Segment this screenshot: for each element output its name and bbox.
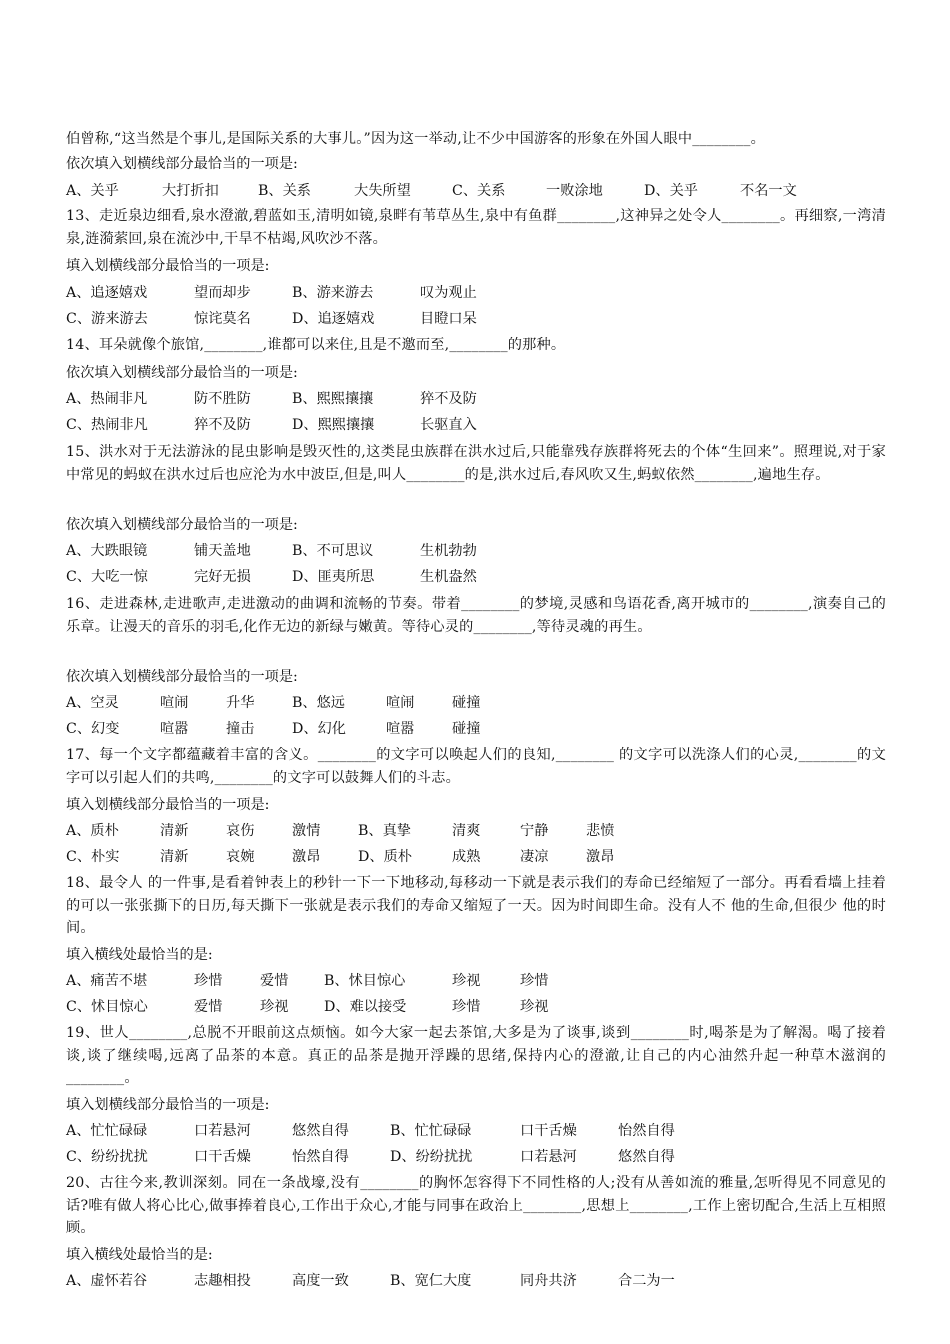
q15-option-a: A、大跌眼镜: [66, 543, 148, 559]
q16-option-d: D、幻化: [292, 721, 346, 737]
q13-prompt: 填入划横线部分最恰当的一项是:: [66, 258, 270, 274]
q18-option-a-word2: 爱惜: [260, 973, 289, 989]
q19-text: 19、世人________,总脱不开眼前这点烦恼。如今大家一起去茶馆,大多是为了谈事,谈到________时,喝茶是为了解渴。喝了接着谈,谈了继续喝,远离了品茶的本意。真正的品茶是抛开浮躁的思绪,保持内心的澄澈,让自己的内心油然升起一种草木滋润的________。: [66, 1025, 886, 1086]
q16-option-b-word1: 喧闹: [386, 695, 415, 711]
q13-option-b: B、游来游去: [292, 285, 374, 301]
q15-option-d-word: 生机盎然: [420, 569, 477, 585]
q19-option-b-word1: 口干舌燥: [520, 1123, 577, 1139]
q17-option-c-word2: 哀婉: [226, 849, 255, 865]
q17-option-a: A、质朴: [66, 823, 119, 839]
q16-option-a: A、空灵: [66, 695, 119, 711]
q17-option-a-word3: 激情: [292, 823, 321, 839]
q16-option-c: C、幻变: [66, 721, 120, 737]
q18-option-c: C、怵目惊心: [66, 999, 148, 1015]
q18-option-a-word1: 珍惜: [194, 973, 223, 989]
q17-option-c-word3: 激昂: [292, 849, 321, 865]
q19-option-d-word2: 悠然自得: [618, 1149, 675, 1165]
q16-option-b-word2: 碰撞: [452, 695, 481, 711]
q19-prompt: 填入划横线部分最恰当的一项是:: [66, 1097, 270, 1113]
q14-option-b-word: 猝不及防: [420, 391, 477, 407]
q18-option-b-word1: 珍视: [452, 973, 481, 989]
q13-option-a-word: 望而却步: [194, 285, 251, 301]
q14-option-a: A、热闹非凡: [66, 391, 148, 407]
q12-option-a-word: 大打折扣: [162, 183, 219, 199]
q12-prompt: 依次填入划横线部分最恰当的一项是:: [66, 156, 298, 172]
q13-option-c-word: 惊诧莫名: [194, 311, 251, 327]
q19-option-b-word2: 怡然自得: [618, 1123, 675, 1139]
q15-prompt: 依次填入划横线部分最恰当的一项是:: [66, 517, 298, 533]
q13-option-d: D、追逐嬉戏: [292, 311, 375, 327]
q17-option-d: D、质朴: [358, 849, 412, 865]
q17-option-d-word3: 激昂: [586, 849, 615, 865]
q14-option-c-word: 猝不及防: [194, 417, 251, 433]
q13-option-b-word: 叹为观止: [420, 285, 477, 301]
q15-text: 15、洪水对于无法游泳的昆虫影响是毁灭性的,这类昆虫族群在洪水过后,只能靠残存族群将死去的个体“生回来”。照理说,对于家中常见的蚂蚁在洪水过后也应沦为水中波臣,但是,叫人________的是,洪水过后,春风吹又生,蚂蚁依然________,遍地生存。: [66, 444, 886, 483]
q16-option-c-word1: 喧嚣: [160, 721, 189, 737]
q19-option-c: C、纷纷扰扰: [66, 1149, 148, 1165]
q14-option-d-word: 长驱直入: [420, 417, 477, 433]
q19-option-d-word1: 口若悬河: [520, 1149, 577, 1165]
q12-option-c: C、关系: [452, 183, 506, 199]
q13-text: 13、走近泉边细看,泉水澄澈,碧蓝如玉,清明如镜,泉畔有苇草丛生,泉中有鱼群________,这神异之处令人________。再细察,一湾清泉,涟漪萦回,泉在流沙中,干旱不枯竭,风吹沙不落。: [66, 208, 886, 247]
q18-option-b-word2: 珍惜: [520, 973, 549, 989]
q20-option-b: B、宽仁大度: [390, 1273, 472, 1289]
q19-option-c-word2: 怡然自得: [292, 1149, 349, 1165]
q16-prompt: 依次填入划横线部分最恰当的一项是:: [66, 669, 298, 685]
q18-option-a: A、痛苦不堪: [66, 973, 148, 989]
q16-option-d-word2: 碰撞: [452, 721, 481, 737]
q16-text: 16、走进森林,走进歌声,走进激动的曲调和流畅的节奏。带着________的梦境,灵感和鸟语花香,离开城市的________,演奏自己的乐章。让漫天的音乐的羽毛,化作无边的新绿与嫩黄。等待心灵的________,等待灵魂的再生。: [66, 596, 886, 635]
q20-option-a: A、虚怀若谷: [66, 1273, 148, 1289]
q19-option-a-word2: 悠然自得: [292, 1123, 349, 1139]
q18-option-d-word2: 珍视: [520, 999, 549, 1015]
q16-option-a-word1: 喧闹: [160, 695, 189, 711]
q16-option-d-word1: 喧嚣: [386, 721, 415, 737]
q20-option-a-word1: 志趣相投: [194, 1273, 251, 1289]
q20-option-a-word2: 高度一致: [292, 1273, 349, 1289]
q15-option-c: C、大吃一惊: [66, 569, 148, 585]
q17-option-d-word2: 凄凉: [520, 849, 549, 865]
q18-option-b: B、怵目惊心: [324, 973, 406, 989]
q14-option-d: D、熙熙攘攘: [292, 417, 375, 433]
q17-option-b-word2: 宁静: [520, 823, 549, 839]
q19-option-a-word1: 口若悬河: [194, 1123, 251, 1139]
q16-option-b: B、悠远: [292, 695, 345, 711]
q18-option-c-word1: 爱惜: [194, 999, 223, 1015]
q16-option-a-word2: 升华: [226, 695, 255, 711]
q14-text: 14、耳朵就像个旅馆,________,谁都可以来住,且是不邀而至,________的那种。: [66, 337, 566, 353]
q19-option-d: D、纷纷扰扰: [390, 1149, 473, 1165]
q17-option-b-word1: 清爽: [452, 823, 481, 839]
q13-option-d-word: 目瞪口呆: [420, 311, 477, 327]
q15-option-a-word: 铺天盖地: [194, 543, 251, 559]
q17-text: 17、每一个文字都蕴藏着丰富的含义。________的文字可以唤起人们的良知,________ 的文字可以洗涤人们的心灵,________的文字可以引起人们的共鸣,________的文字可以鼓舞人们的斗志。: [66, 747, 886, 786]
q17-prompt: 填入划横线部分最恰当的一项是:: [66, 797, 270, 813]
q13-option-a: A、追逐嬉戏: [66, 285, 148, 301]
q17-option-a-word1: 清新: [160, 823, 189, 839]
q20-option-b-word1: 同舟共济: [520, 1273, 577, 1289]
q19-option-c-word1: 口干舌燥: [194, 1149, 251, 1165]
q17-option-d-word1: 成熟: [452, 849, 481, 865]
q19-option-a: A、忙忙碌碌: [66, 1123, 148, 1139]
q18-option-d: D、难以接受: [324, 999, 407, 1015]
q14-prompt: 依次填入划横线部分最恰当的一项是:: [66, 365, 298, 381]
q18-prompt: 填入横线处最恰当的是:: [66, 947, 213, 963]
q14-option-b: B、熙熙攘攘: [292, 391, 374, 407]
q12-option-c-word: 一败涂地: [546, 183, 603, 199]
q17-option-a-word2: 哀伤: [226, 823, 255, 839]
q12-option-d: D、关乎: [644, 183, 698, 199]
q20-prompt: 填入横线处最恰当的是:: [66, 1247, 213, 1263]
q15-option-b: B、不可思议: [292, 543, 374, 559]
q15-option-d: D、匪夷所思: [292, 569, 375, 585]
q12-option-b: B、关系: [258, 183, 311, 199]
q20-text: 20、古往今来,教训深刻。同在一条战壕,没有________的胸怀怎容得下不同性格的人;没有从善如流的雅量,怎听得见不同意见的话?唯有做人将心比心,做事捧着良心,工作出于众心,才能与同事在政治上________,思想上________,工作上密切配合,生活上互相照顾。: [66, 1175, 886, 1236]
q15-option-c-word: 完好无损: [194, 569, 251, 585]
q17-option-c: C、朴实: [66, 849, 120, 865]
q12-option-a: A、关乎: [66, 183, 119, 199]
q13-option-c: C、游来游去: [66, 311, 148, 327]
q17-option-b-word3: 悲愤: [586, 823, 615, 839]
q14-option-c: C、热闹非凡: [66, 417, 148, 433]
q20-option-b-word2: 合二为一: [618, 1273, 675, 1289]
q18-option-c-word2: 珍视: [260, 999, 289, 1015]
q19-option-b: B、忙忙碌碌: [390, 1123, 472, 1139]
q16-option-c-word2: 撞击: [226, 721, 255, 737]
q17-option-b: B、真挚: [358, 823, 411, 839]
q12-option-d-word: 不名一文: [740, 183, 797, 199]
q14-option-a-word: 防不胜防: [194, 391, 251, 407]
q12-text: 伯曾称,“这当然是个事儿,是国际关系的大事儿。”因为这一举动,让不少中国游客的形象在外国人眼中________。: [66, 131, 765, 147]
q18-option-d-word1: 珍惜: [452, 999, 481, 1015]
q12-option-b-word: 大失所望: [354, 183, 411, 199]
q17-option-c-word1: 清新: [160, 849, 189, 865]
q18-text: 18、最令人 的一件事,是看着钟表上的秒针一下一下地移动,每移动一下就是表示我们的寿命已经缩短了一部分。再看看墙上挂着的可以一张张撕下的日历,每天撕下一张就是表示我们的寿命又缩短了一天。因为时间即生命。没有人不 他的生命,但很少 他的时间。: [66, 875, 886, 936]
q15-option-b-word: 生机勃勃: [420, 543, 477, 559]
